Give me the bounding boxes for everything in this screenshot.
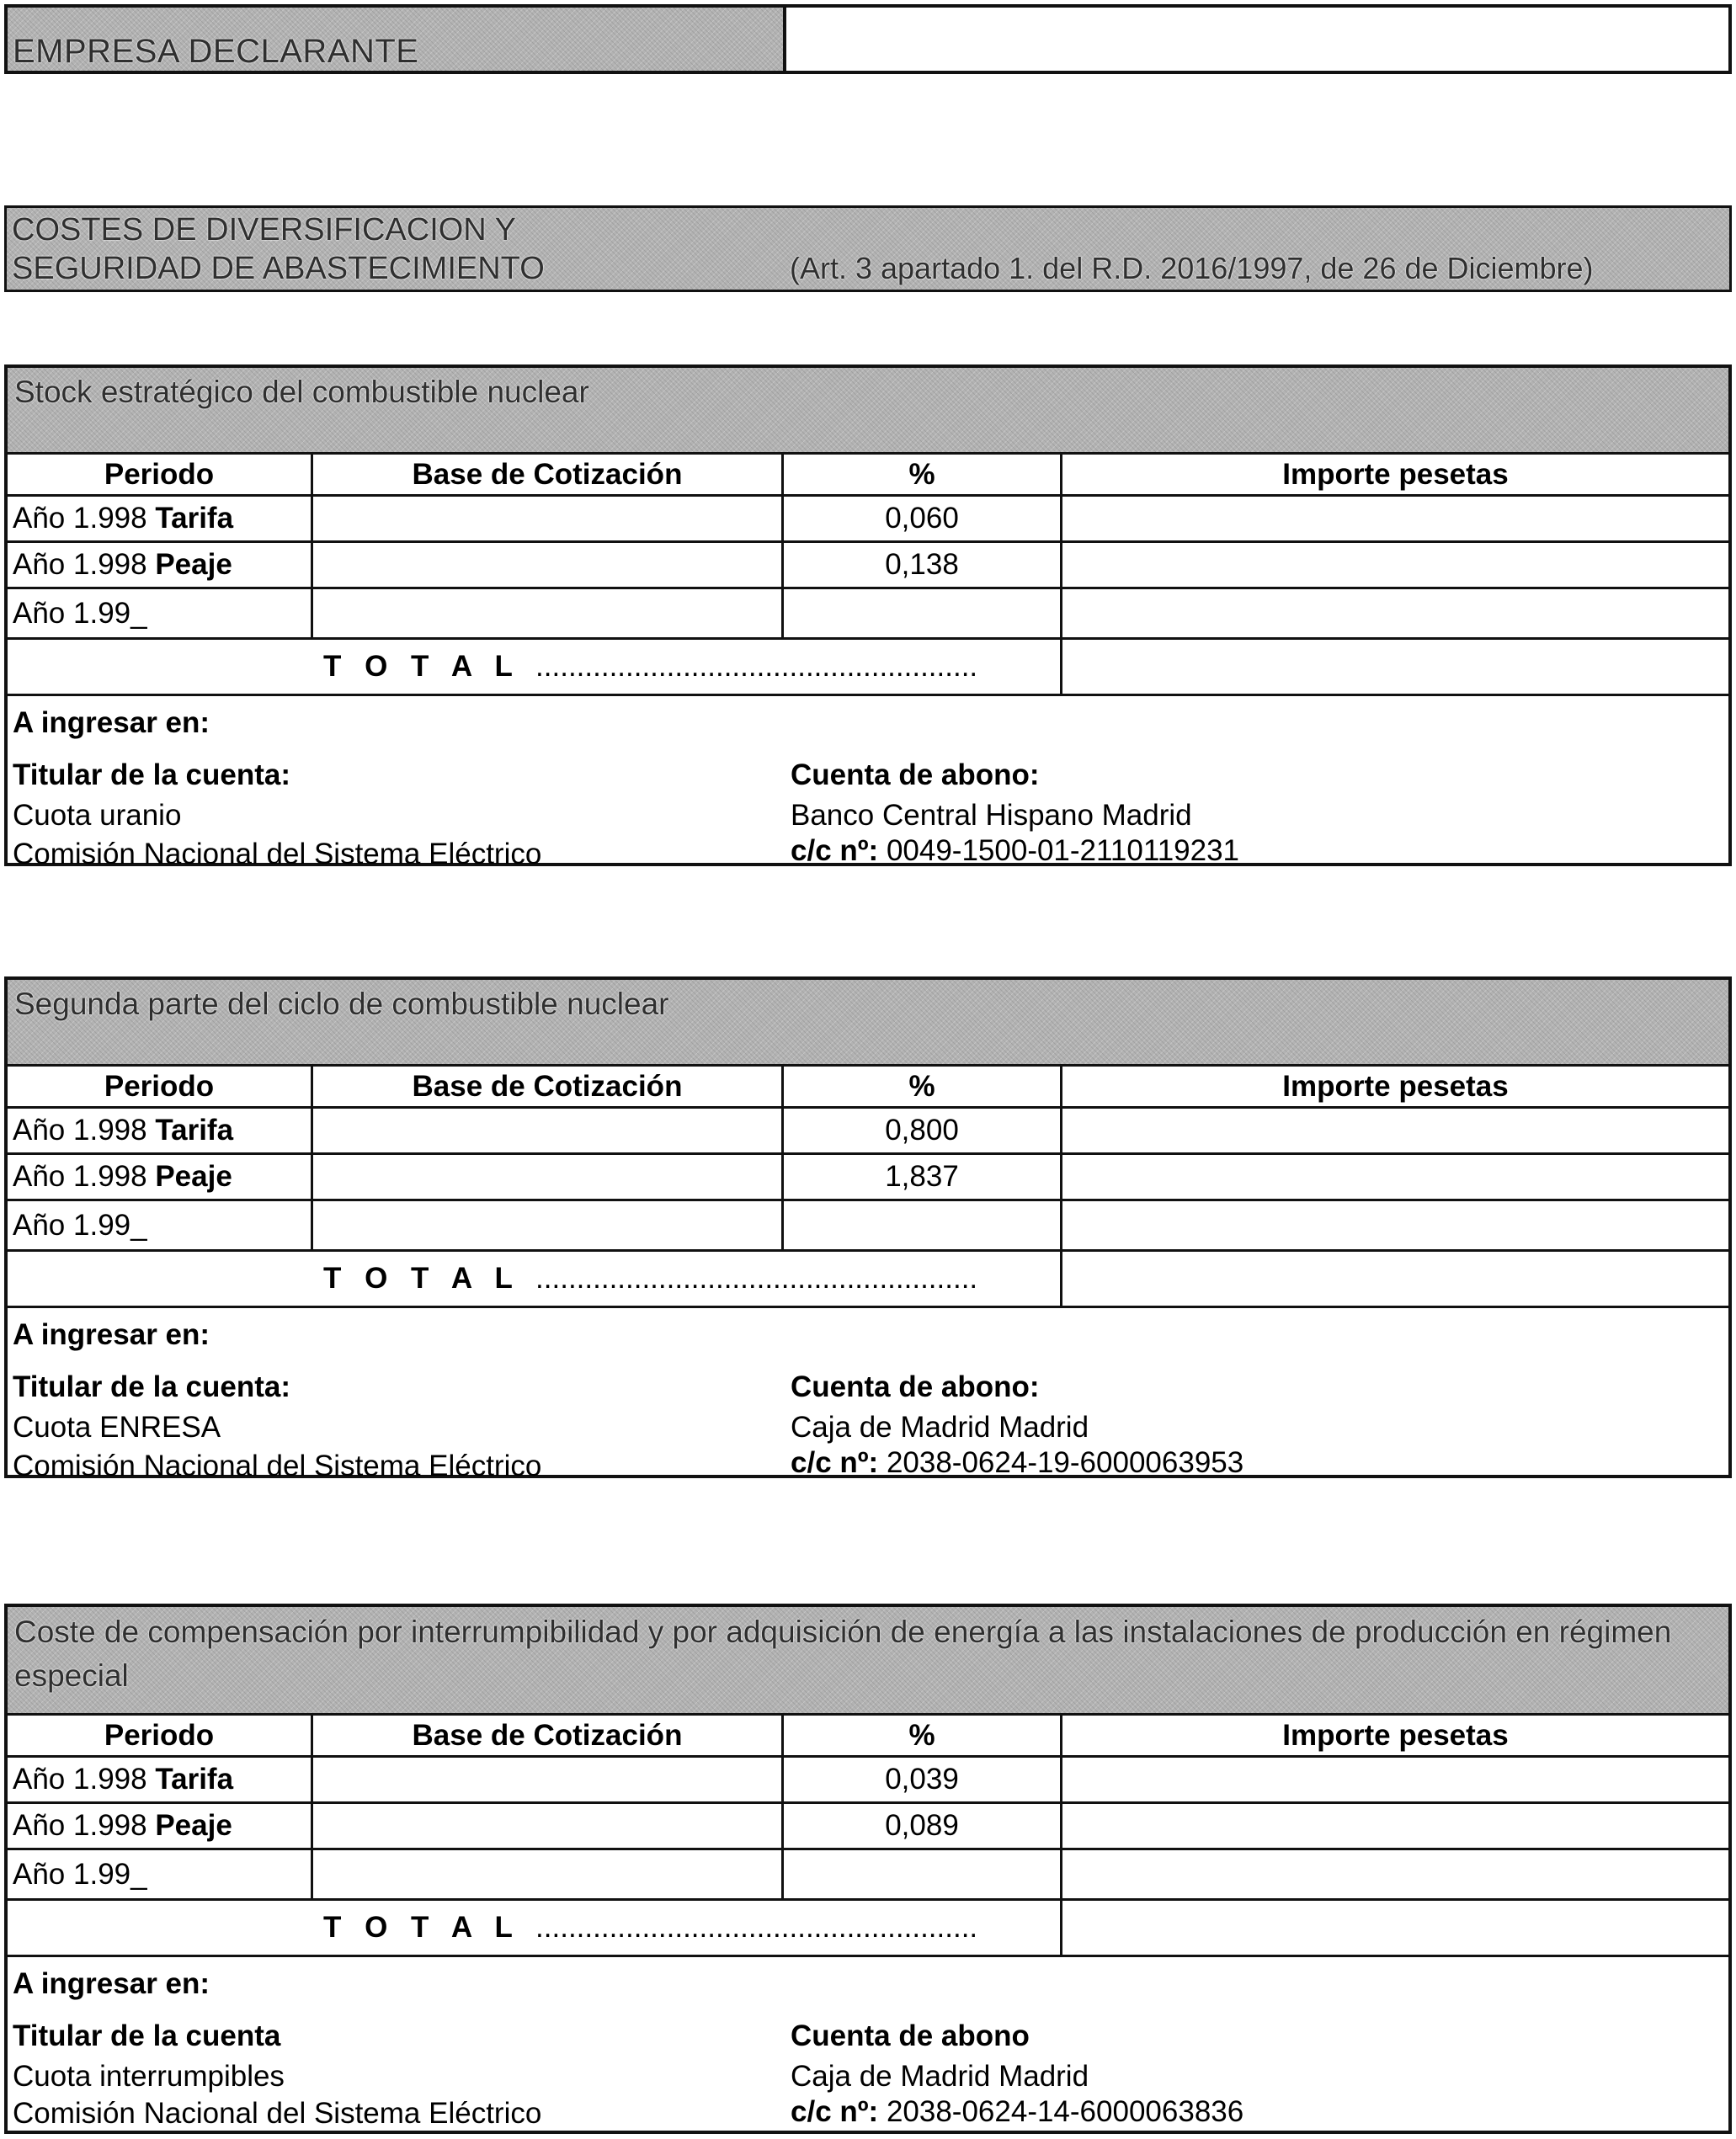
cc-line: c/c nº: 2038-0624-14-6000063836 [791,2095,1244,2128]
importe-tarifa-field[interactable] [1062,1758,1728,1804]
costes-title-line1: COSTES DE DIVERSIFICACION Y [12,212,516,247]
pct-other-field[interactable] [784,589,1062,640]
empresa-declarante-field[interactable] [786,8,1728,71]
empresa-declarante-label: EMPRESA DECLARANTE [8,8,786,71]
titular-label: Titular de la cuenta: [13,1370,290,1403]
col-pct-header: % [784,1716,1062,1758]
col-base-header: Base de Cotización [313,455,784,497]
total-row [8,1252,1728,1308]
ingresar-label: A ingresar en: [13,1318,210,1351]
importe-tarifa-field[interactable] [1062,1109,1728,1155]
ingresar-label: A ingresar en: [13,1967,210,2000]
titular-line1: Cuota interrumpibles [13,2060,285,2093]
col-periodo-header: Periodo [8,1067,313,1109]
ingresar-label: A ingresar en: [13,706,210,739]
total-row [8,640,1728,696]
base-other-field[interactable] [313,1850,784,1901]
col-base-header: Base de Cotización [313,1716,784,1758]
pct-tarifa: 0,039 [784,1758,1062,1804]
base-peaje-field[interactable] [313,1155,784,1201]
section-segunda-parte [4,976,1732,1482]
importe-other-field[interactable] [1062,1201,1728,1252]
base-other-field[interactable] [313,589,784,640]
cuenta-label: Cuenta de abono [791,2019,1030,2052]
periodo-tarifa: Año 1.998 Tarifa [8,1758,313,1804]
col-pct-header: % [784,1067,1062,1109]
titular-label: Titular de la cuenta [13,2019,281,2052]
total-label: T O T A L ...................................................... [8,1252,1062,1306]
total-importe-field[interactable] [1062,640,1728,694]
pct-other-field[interactable] [784,1201,1062,1252]
total-label: T O T A L ...................................................... [8,640,1062,694]
empresa-declarante-box [4,4,1732,74]
periodo-peaje: Año 1.998 Peaje [8,543,313,589]
importe-tarifa-field[interactable] [1062,497,1728,543]
periodo-other-year: Año 1.99_ [8,589,313,640]
costes-header [4,205,1732,292]
payment-info [8,1308,1728,1482]
periodo-other-year: Año 1.99_ [8,1850,313,1901]
importe-other-field[interactable] [1062,1850,1728,1901]
legal-reference: (Art. 3 apartado 1. del R.D. 2016/1997, de 26 de Diciembre) [790,251,1594,285]
col-periodo-header: Periodo [8,1716,313,1758]
titular-label: Titular de la cuenta: [13,758,290,791]
titular-line2: Comisión Nacional del Sistema Eléctrico [13,1450,542,1482]
periodo-peaje: Año 1.998 Peaje [8,1155,313,1201]
cuenta-label: Cuenta de abono: [791,1370,1040,1403]
banco: Banco Central Hispano Madrid [791,799,1192,832]
total-importe-field[interactable] [1062,1901,1728,1955]
importe-other-field[interactable] [1062,589,1728,640]
base-peaje-field[interactable] [313,1804,784,1850]
pct-other-field[interactable] [784,1850,1062,1901]
titular-line2: Comisión Nacional del Sistema Eléctrico [13,838,542,870]
importe-peaje-field[interactable] [1062,1804,1728,1850]
cc-line: c/c nº: 0049-1500-01-2110119231 [791,834,1240,867]
section-title: Stock estratégico del combustible nuclear [8,368,1728,455]
total-row [8,1901,1728,1957]
titular-line1: Cuota uranio [13,799,182,832]
payment-info [8,696,1728,870]
costes-title-line2: SEGURIDAD DE ABASTECIMIENTO [12,251,545,286]
importe-peaje-field[interactable] [1062,543,1728,589]
titular-line2: Comisión Nacional del Sistema Eléctrico [13,2097,542,2130]
base-peaje-field[interactable] [313,543,784,589]
cc-line: c/c nº: 2038-0624-19-6000063953 [791,1446,1244,1479]
pct-peaje: 1,837 [784,1155,1062,1201]
cost-table [8,1716,1728,1901]
col-importe-header: Importe pesetas [1062,1716,1728,1758]
col-periodo-header: Periodo [8,455,313,497]
base-tarifa-field[interactable] [313,1109,784,1155]
periodo-tarifa: Año 1.998 Tarifa [8,497,313,543]
pct-peaje: 0,089 [784,1804,1062,1850]
importe-peaje-field[interactable] [1062,1155,1728,1201]
section-compensacion [4,1604,1732,2134]
base-other-field[interactable] [313,1201,784,1252]
pct-tarifa: 0,800 [784,1109,1062,1155]
titular-line1: Cuota ENRESA [13,1411,221,1444]
total-label: T O T A L ...................................................... [8,1901,1062,1955]
section-title: Coste de compensación por interrumpibilidad y por adquisición de energía a las instalaciones de producción en régimen especial [8,1607,1728,1716]
col-importe-header: Importe pesetas [1062,455,1728,497]
col-importe-header: Importe pesetas [1062,1067,1728,1109]
col-pct-header: % [784,455,1062,497]
pct-peaje: 0,138 [784,543,1062,589]
banco: Caja de Madrid Madrid [791,2060,1089,2093]
cost-table [8,1067,1728,1252]
periodo-peaje: Año 1.998 Peaje [8,1804,313,1850]
total-importe-field[interactable] [1062,1252,1728,1306]
periodo-tarifa: Año 1.998 Tarifa [8,1109,313,1155]
banco: Caja de Madrid Madrid [791,1411,1089,1444]
cuenta-label: Cuenta de abono: [791,758,1040,791]
col-base-header: Base de Cotización [313,1067,784,1109]
periodo-other-year: Año 1.99_ [8,1201,313,1252]
pct-tarifa: 0,060 [784,497,1062,543]
base-tarifa-field[interactable] [313,1758,784,1804]
section-title: Segunda parte del ciclo de combustible nuclear [8,980,1728,1067]
section-stock-estrategico [4,364,1732,870]
cost-table [8,455,1728,640]
base-tarifa-field[interactable] [313,497,784,543]
payment-info [8,1957,1728,2130]
